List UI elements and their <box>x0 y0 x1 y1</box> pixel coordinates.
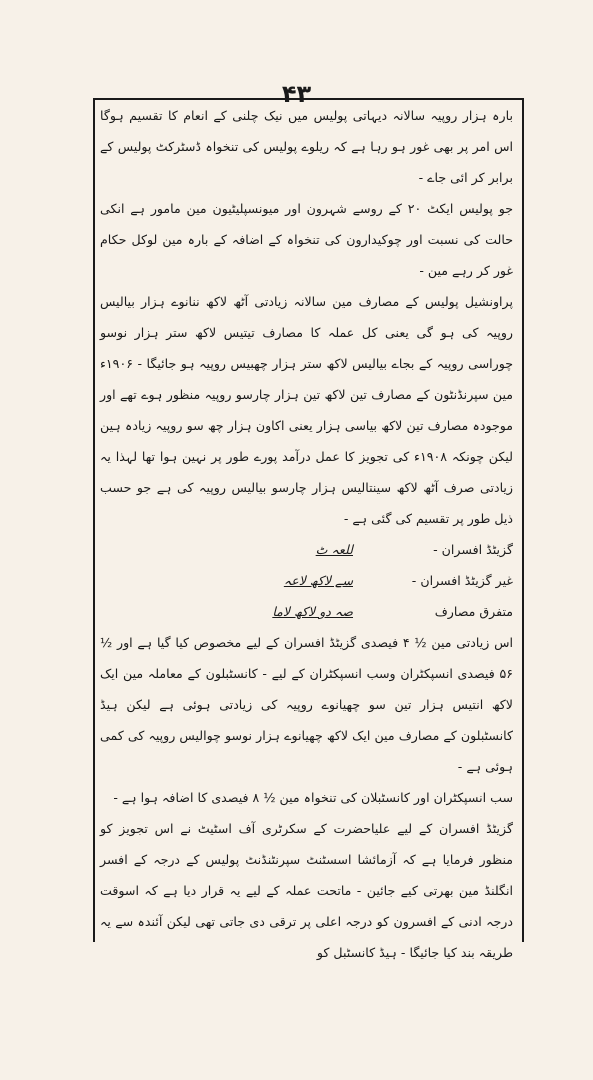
table-row <box>100 596 513 627</box>
row-amount: صہ دو لاکھ لاما <box>272 604 353 619</box>
table-row <box>100 565 513 596</box>
page-number: ۴۳ <box>281 80 312 108</box>
row-amount: للعہ ٹ <box>315 542 353 557</box>
page-body <box>100 100 513 968</box>
row-label: غیر گزیٹڈ افسران - <box>411 573 513 588</box>
row-amount: سے لاکھ لاعہ <box>283 573 353 588</box>
paragraph-2: جو پولیس ایکٹ ۲۰ کے روسے شہرون اور میونسپلیٹیون مین مامور ہے انکی حالت کی نسبت اور چوکیدارون کی تنخواہ کے اضافہ کے بارہ مین لوکل حکام غور کر رہے مین - <box>100 201 513 278</box>
table-row <box>100 534 513 565</box>
row-label: متفرق مصارف <box>434 604 513 619</box>
paragraph-6: گزیٹڈ افسران کے لیے علیاحضرت کے سکرٹری آف اسٹیٹ نے اس تجویز کو منظور فرمایا ہے کہ آزمائشا اسسٹنٹ سپرنٹنڈنٹ پولیس کے درجہ کے افسر انگلنڈ مین بھرتی کیے جائین - ماتحت عملہ کے لیے یہ قرار دیا ہے کہ اسوقت درجہ ادنی کے افسرون کو درجہ اعلی پر ترقی دی جاتی تھی لیکن آئندہ سے یہ طریقہ بند کیا جائیگا - ہیڈ کانسٹبل کو <box>100 821 513 960</box>
distribution-table <box>100 534 513 627</box>
paragraph-1: بارہ ہزار روپیہ سالانہ دیہاتی پولیس میں نیک چلنی کے انعام کا تقسیم ہوگا اس امر پر بھی غور ہو رہا ہے کہ ریلوے پولیس کی تنخواہ ڈسٹرکٹ پولیس کے برابر کر ائی جاے - <box>100 108 513 185</box>
paragraph-4: اس زیادتی مین ½ ۴ فیصدی گزیٹڈ افسران کے لیے مخصوص کیا گیا ہے اور ½ ۵۶ فیصدی انسپکٹران وسب انسپکٹران کے لیے - کانسٹبلون کے معاملہ مین ایک لاکھ انتیس ہزار تین سو چھیانوے روپیہ کی زیادتی ہوئی ہے لیکن ہیڈ کانسٹبلون کے مصارف مین ایک لاکھ چھیانوے ہزار نوسو چوالیس روپیہ کی کمی ہوئی ہے - <box>100 635 513 774</box>
paragraph-5: سب انسپکٹران اور کانسٹبلان کی تنخواہ مین ½ ۸ فیصدی کا اضافہ ہوا ہے - <box>113 790 513 805</box>
paragraph-3: پراونشیل پولیس کے مصارف مین سالانہ زیادتی آٹھ لاکھ ننانوے ہزار بیالیس روپیہ کی ہو گی یعنی کل عملہ کا مصارف تیتیس لاکھ ستر ہزار نوسو چوراسی روپیہ کے بجاے بیالیس لاکھ ستر ہزار چھبیس روپیہ ہو جائیگا - ۱۹۰۶ء مین سپرنڈنٹون کے مصارف تین لاکھ تین ہزار چارسو روپیہ منظور ہوے تھے اور موجودہ مصارف تین لاکھ بیاسی ہزار یعنی اکاون ہزار چھ سو روپیہ زیادہ ہین لیکن چونکہ ۱۹۰۸ء کی تجویز کا عمل درآمد پورے طور پر نہین ہوا تھا لہذا یہ زیادتی صرف آٹھ لاکھ سینتالیس ہزار چارسو بیالیس روپیہ کی ہے جو حسب ذیل طور پر تقسیم کی گئی ہے - <box>100 294 513 526</box>
row-label: گزیٹڈ افسران - <box>433 542 513 557</box>
